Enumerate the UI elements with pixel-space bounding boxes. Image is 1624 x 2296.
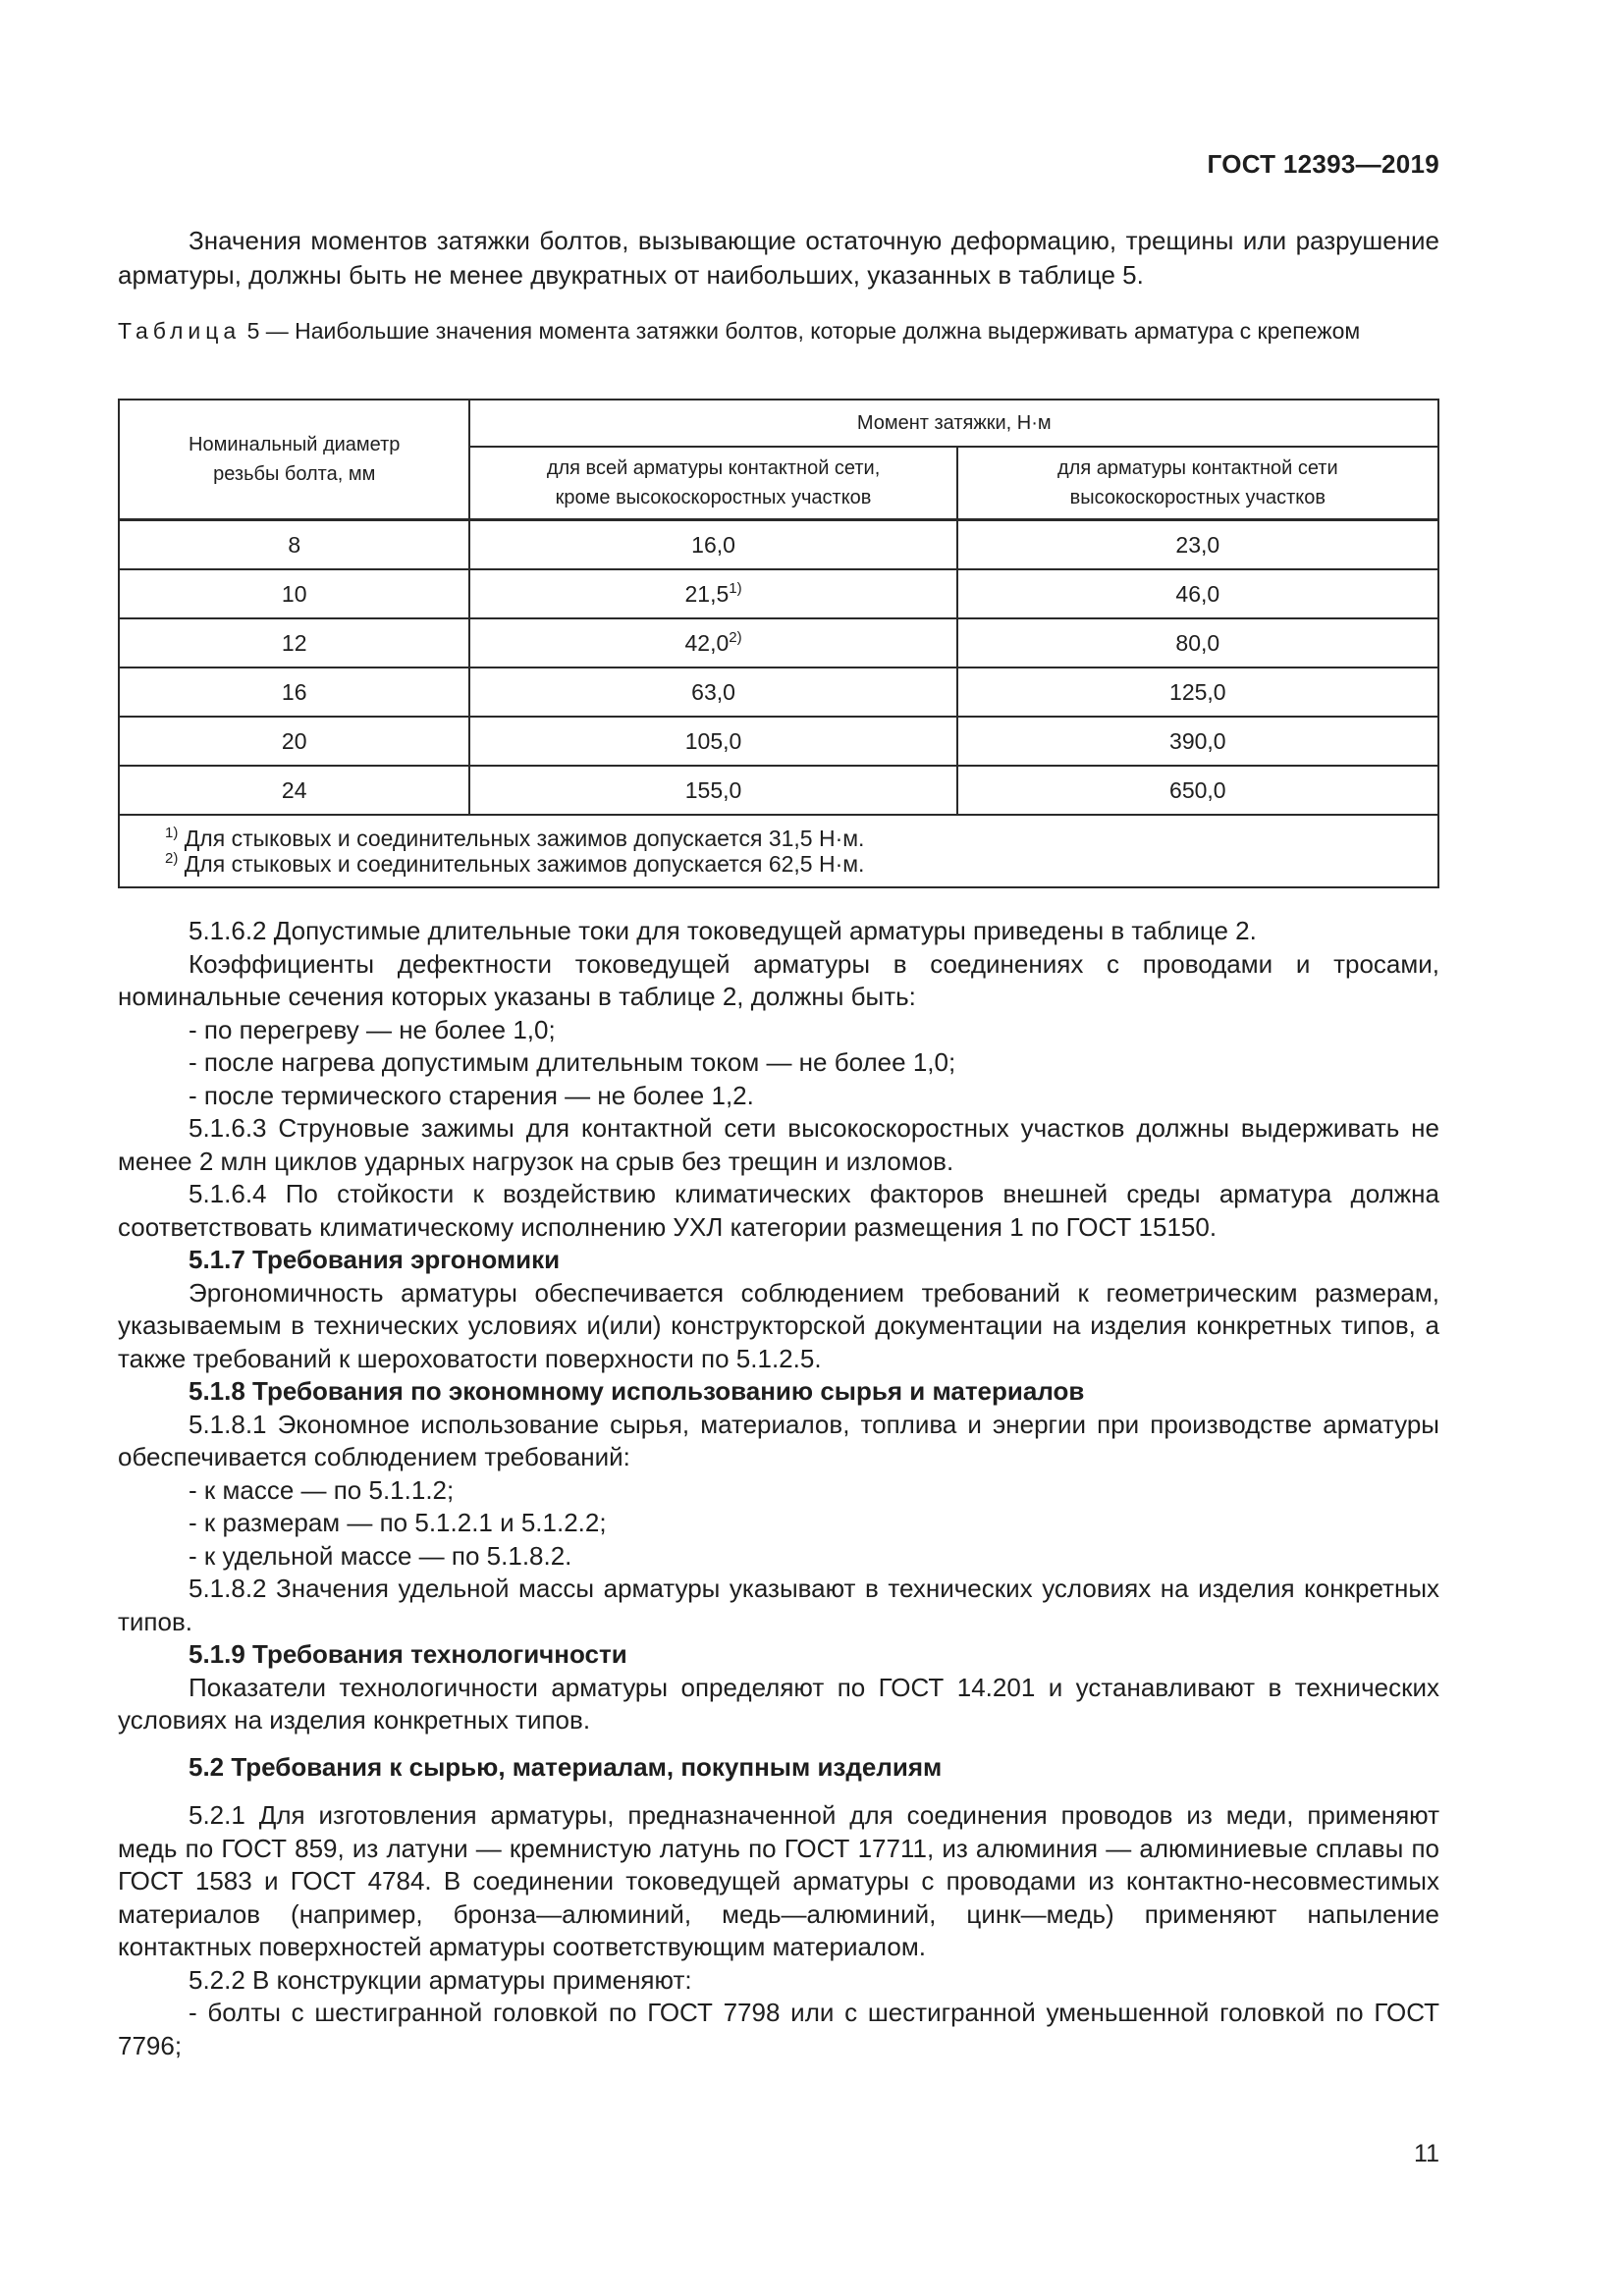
paragraph-manufacturability: Показатели технологичности арматуры определяют по ГОСТ 14.201 и устанавливают в технических условиях на изделия конкретных типов. xyxy=(118,1672,1439,1735)
list-item: - после термического старения — не более 1,2. xyxy=(189,1080,754,1110)
body-text xyxy=(118,915,1439,2062)
paragraph-5-1-8-1: 5.1.8.1 Экономное использование сырья, материалов, топлива и энергии при производстве арматуры обеспечивается соблюдением требований: xyxy=(118,1409,1439,1471)
cell-diameter: 16 xyxy=(119,667,469,717)
paragraph-ergonomics: Эргономичность арматуры обеспечивается соблюдением требований к геометрическим размерам, указываемым в технических условиях и(или) конструкторской документации на изделия конкретных типов, а также требований к шероховатости поверхности по 5.1.2.5. xyxy=(118,1277,1439,1373)
cell-all: 105,0 xyxy=(469,717,956,766)
paragraph-5-1-6-3: 5.1.6.3 Струновые зажимы для контактной сети высокоскоростных участков должны выдерживать не менее 2 млн циклов ударных нагрузок на срыв без трещин и изломов. xyxy=(118,1113,1439,1176)
list-item: - к удельной массе — по 5.1.8.2. xyxy=(189,1540,572,1571)
cell-highspeed: 46,0 xyxy=(957,569,1438,618)
paragraph-5-2-2: 5.2.2 В конструкции арматуры применяют: xyxy=(189,1964,692,1995)
header-all-fittings: для всей арматуры контактной сети, кроме высокоскоростных участков xyxy=(469,447,956,520)
header-diameter: Номинальный диаметр резьбы болта, мм xyxy=(119,400,469,520)
list-item: - болты с шестигранной головкой по ГОСТ 7798 или с шестигранной уменьшенной головкой по ГОСТ 7796; xyxy=(118,1998,1439,2060)
intro-paragraph: Значения моментов затяжки болтов, вызывающие остаточную деформацию, трещины или разрушение арматуры, должны быть не менее двукратных от наибольших, указанных в таблице 5. xyxy=(118,226,1439,290)
footnote-2: $^{2)}$ Для стыковых и соединительных зажимов допускается 62,5 Н·м. xyxy=(165,850,865,877)
table-row xyxy=(119,520,1438,570)
section-heading-5-2: 5.2 Требования к сырью, материалам, покупным изделиям xyxy=(189,1751,943,1782)
table-caption-label: Таблица xyxy=(118,318,242,344)
cell-diameter: 10 xyxy=(119,569,469,618)
page-number: 11 xyxy=(1414,2140,1439,2167)
cell-highspeed: 650,0 xyxy=(957,766,1438,815)
list-item: - после нагрева допустимым длительным током — не более 1,0; xyxy=(189,1047,956,1077)
paragraph-defect-coefficients: Коэффициенты дефектности токоведущей арматуры в соединениях с проводами и тросами, номинальные сечения которых указаны в таблице 2, должны быть: xyxy=(118,948,1439,1011)
list-item: - по перегреву — не более 1,0; xyxy=(189,1014,556,1044)
cell-diameter: 8 xyxy=(119,520,469,570)
header-highspeed: для арматуры контактной сети высокоскоростных участков xyxy=(957,447,1438,520)
cell-highspeed: 80,0 xyxy=(957,618,1438,667)
table-row xyxy=(119,618,1438,667)
cell-diameter: 24 xyxy=(119,766,469,815)
list-item: - к размерам — по 5.1.2.1 и 5.1.2.2; xyxy=(189,1508,607,1537)
table-5 xyxy=(118,399,1439,888)
section-heading-5-1-7: 5.1.7 Требования эргономики xyxy=(189,1245,561,1274)
table-row xyxy=(119,569,1438,618)
paragraph-5-2-1: 5.2.1 Для изготовления арматуры, предназначенной для соединения проводов из меди, применяют медь по ГОСТ 859, из латуни — кремнистую латунь по ГОСТ 17711, из алюминия — алюминиевые сплавы по ГОСТ 1583 и ГОСТ 4784. В соединении токоведущей арматуры с проводами из контактно-несовместимых материалов (например, бронза—алюминий, медь—алюминий, цинк—медь) применяют напыление контактных поверхностей арматуры соответствующим материалом. xyxy=(118,1800,1439,1961)
section-heading-5-1-9: 5.1.9 Требования технологичности xyxy=(189,1639,627,1669)
cell-highspeed: 23,0 xyxy=(957,520,1438,570)
footnote-ref: 1) xyxy=(729,579,742,597)
section-heading-5-1-8: 5.1.8 Требования по экономному использованию сырья и материалов xyxy=(189,1376,1085,1406)
paragraph-5-1-6-4: 5.1.6.4 По стойкости к воздействию климатических факторов внешней среды арматура должна соответствовать климатическому исполнению УХЛ категории размещения 1 по ГОСТ 15150. xyxy=(118,1179,1439,1242)
cell-all: 16,0 xyxy=(469,520,956,570)
table-row xyxy=(119,667,1438,717)
table-caption-text: 5 — Наибольшие значения момента затяжки болтов, которые должна выдерживать арматура с крепежом xyxy=(246,318,1361,344)
header-moment: Момент затяжки, Н·м xyxy=(469,400,1438,447)
cell-all: 63,0 xyxy=(469,667,956,717)
footnote-1: $^{1)}$ Для стыковых и соединительных зажимов допускается 31,5 Н·м. xyxy=(165,825,865,851)
cell-diameter: 12 xyxy=(119,618,469,667)
cell-diameter: 20 xyxy=(119,717,469,766)
cell-all: 155,0 xyxy=(469,766,956,815)
list-item: - к массе — по 5.1.1.2; xyxy=(189,1474,455,1505)
cell-all: 21,5$^{1)}$ xyxy=(469,569,956,618)
paragraph-5-1-8-2: 5.1.8.2 Значения удельной массы арматуры указывают в технических условиях на изделия конкретных типов. xyxy=(118,1574,1439,1636)
table-caption xyxy=(118,316,1439,346)
table-row xyxy=(119,766,1438,815)
table-footnotes xyxy=(119,815,1438,887)
footnote-ref: 2) xyxy=(729,628,742,646)
document-id: ГОСТ 12393—2019 xyxy=(1207,149,1439,179)
cell-highspeed: 390,0 xyxy=(957,717,1438,766)
cell-all: 42,0$^{2)}$ xyxy=(469,618,956,667)
paragraph-5-1-6-2: 5.1.6.2 Допустимые длительные токи для токоведущей арматуры приведены в таблице 2. xyxy=(189,916,1257,945)
cell-highspeed: 125,0 xyxy=(957,667,1438,717)
table-row xyxy=(119,717,1438,766)
